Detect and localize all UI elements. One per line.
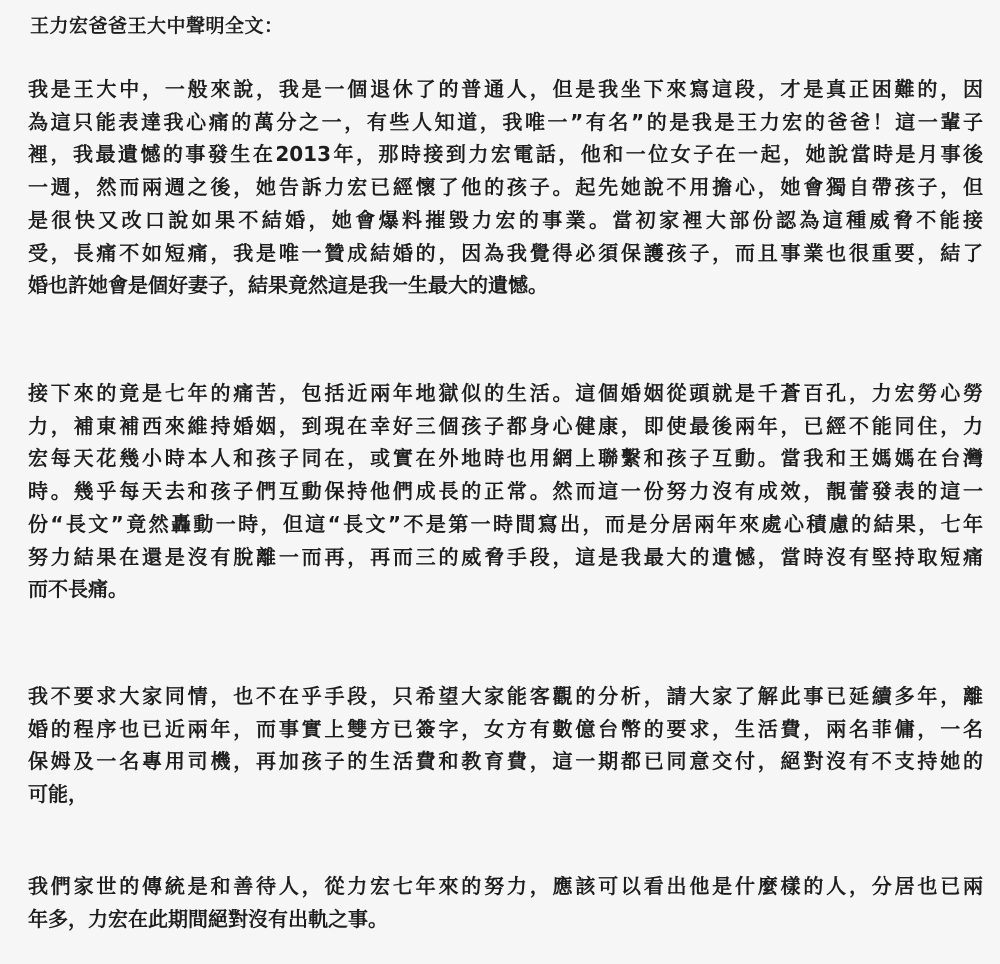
paragraph-line: 宏每天花幾小時本人和孩子同在，或實在外地時也用網上聯繫和孩子互動。當我和王媽媽在台灣 <box>28 446 983 471</box>
paragraph-line: 婚的程序也已近兩年，而事實上雙方已簽字，女方有數億台幣的要求，生活費，兩名菲傭，一名 <box>28 716 983 741</box>
paragraph-line: 婚也許她會是個好妻子，結果竟然這是我一生最大的遺憾。 <box>28 273 548 298</box>
paragraph-line: 努力結果在還是沒有脫離一而再，再而三的威脅手段，這是我最大的遺憾，當時沒有堅持取短痛 <box>28 544 983 569</box>
paragraph-line: 份“長文”竟然轟動一時，但這“長文”不是第一時間寫出，而是分居兩年來處心積慮的結果，七年 <box>28 511 983 536</box>
paragraph-1 <box>28 73 983 302</box>
paragraph-line: 是很快又改口說如果不結婚，她會爆料摧毀力宏的事業。當初家裡大部份認為這種威脅不能接 <box>28 207 983 232</box>
paragraph-line: 我是王大中，一般來說，我是一個退休了的普通人，但是我坐下來寫這段，才是真正困難的，因 <box>28 77 983 101</box>
paragraph-line: 我不要求大家同情，也不在乎手段，只希望大家能客觀的分析，請大家了解此事已延續多年，離 <box>28 684 983 708</box>
paragraph-line: 裡，我最遺憾的事發生在2013年，那時接到力宏電話，他和一位女子在一起，她說當時是月事後 <box>28 142 983 167</box>
paragraph-line: 而不長痛。 <box>28 577 128 602</box>
page-title: 王力宏爸爸王大中聲明全文： <box>30 15 284 37</box>
paragraph-line: 年多，力宏在此期間絕對沒有出軌之事。 <box>28 906 388 931</box>
paragraph-2 <box>28 377 983 606</box>
paragraph-line: 一週，然而兩週之後，她告訴力宏已經懷了他的孩子。起先她說不用擔心，她會獨自帶孩子，但 <box>28 175 983 200</box>
paragraph-line: 受，長痛不如短痛，我是唯一贊成結婚的，因為我覺得必須保護孩子，而且事業也很重要，結了 <box>28 240 983 265</box>
paragraph-line: 可能， <box>28 782 88 807</box>
paragraph-line: 為這只能表達我心痛的萬分之一，有些人知道，我唯一”有名”的是我是王力宏的爸爸！這一輩子 <box>28 109 983 134</box>
paragraph-3 <box>28 680 983 811</box>
paragraph-line: 保姆及一名專用司機，再加孩子的生活費和教育費，這一期都已同意交付，絕對沒有不支持她的 <box>28 749 983 774</box>
paragraph-line: 時。幾乎每天去和孩子們互動保持他們成長的正常。然而這一份努力沒有成效，靚蕾發表的這一 <box>28 479 983 504</box>
paragraph-line: 力，補東補西來維持婚姻，到現在幸好三個孩子都身心健康，即使最後兩年，已經不能同住，力 <box>28 413 983 438</box>
paragraph-4 <box>28 870 983 935</box>
paragraph-line: 我們家世的傳統是和善待人，從力宏七年來的努力，應該可以看出他是什麼樣的人，分居也已兩 <box>28 874 983 898</box>
paragraph-line: 接下來的竟是七年的痛苦，包括近兩年地獄似的生活。這個婚姻從頭就是千蒼百孔，力宏勞心勞 <box>28 381 983 405</box>
